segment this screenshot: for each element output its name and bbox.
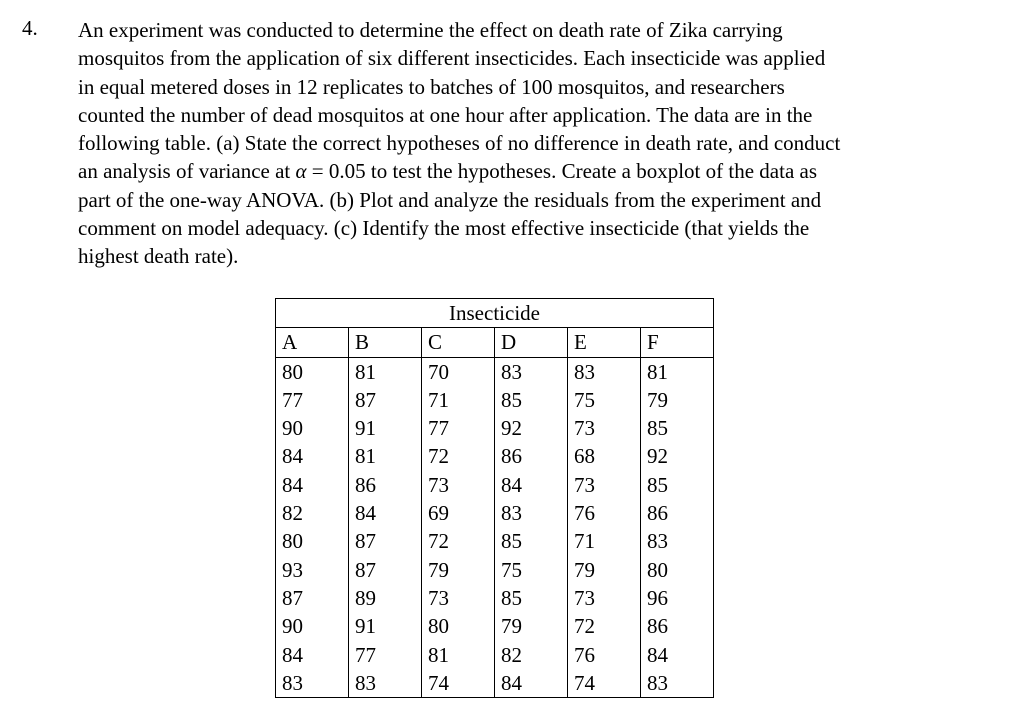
- table-cell: 90: [276, 612, 349, 640]
- table-cell: 84: [349, 499, 422, 527]
- table-cell: 68: [568, 442, 641, 470]
- table-cell: 80: [422, 612, 495, 640]
- table-cell: 84: [495, 471, 568, 499]
- table-cell: 74: [422, 669, 495, 698]
- column-header: A: [276, 328, 349, 357]
- table-cell: 89: [349, 584, 422, 612]
- table-cell: 80: [641, 556, 714, 584]
- table-row: [276, 612, 714, 640]
- table-cell: 81: [349, 357, 422, 386]
- table-cell: 87: [276, 584, 349, 612]
- table-cell: 92: [641, 442, 714, 470]
- column-header: B: [349, 328, 422, 357]
- table-cell: 72: [568, 612, 641, 640]
- table-cell: 73: [568, 471, 641, 499]
- table-cell: 69: [422, 499, 495, 527]
- table-cell: 86: [349, 471, 422, 499]
- table-cell: 70: [422, 357, 495, 386]
- table-cell: 83: [641, 527, 714, 555]
- statement-line: following table. (a) State the correct hypotheses of no difference in death rate, and conduct: [78, 131, 841, 156]
- statement-line: highest death rate).: [78, 244, 239, 269]
- column-header: D: [495, 328, 568, 357]
- table-row: [276, 386, 714, 414]
- table-cell: 84: [641, 641, 714, 669]
- table-cell: 87: [349, 527, 422, 555]
- table-cell: 81: [349, 442, 422, 470]
- table-cell: 83: [276, 669, 349, 698]
- table-cell: 77: [349, 641, 422, 669]
- table-row: [276, 669, 714, 698]
- table-row: [276, 442, 714, 470]
- column-header: E: [568, 328, 641, 357]
- table-cell: 86: [641, 499, 714, 527]
- table-cell: 83: [495, 499, 568, 527]
- table-cell: 84: [276, 442, 349, 470]
- statement-line: mosquitos from the application of six different insecticides. Each insecticide was applied: [78, 46, 826, 71]
- statement-line: [78, 157, 1008, 185]
- table-row: [276, 556, 714, 584]
- table-row: [276, 641, 714, 669]
- statement-line: in equal metered doses in 12 replicates to batches of 100 mosquitos, and researchers: [78, 74, 785, 99]
- table-cell: 82: [276, 499, 349, 527]
- table-cell: 82: [495, 641, 568, 669]
- column-header: F: [641, 328, 714, 357]
- table-cell: 85: [641, 414, 714, 442]
- table-title: Insecticide: [276, 299, 714, 328]
- table-cell: 80: [276, 357, 349, 386]
- table-cell: 80: [276, 527, 349, 555]
- table-cell: 72: [422, 442, 495, 470]
- table-cell: 83: [568, 357, 641, 386]
- statement-line: part of the one-way ANOVA. (b) Plot and analyze the residuals from the experiment and: [78, 187, 822, 212]
- table-cell: 71: [422, 386, 495, 414]
- table-cell: 73: [422, 471, 495, 499]
- table-cell: 86: [495, 442, 568, 470]
- table-cell: 84: [276, 641, 349, 669]
- table-cell: 73: [568, 584, 641, 612]
- table-cell: 84: [495, 669, 568, 698]
- table-cell: 91: [349, 414, 422, 442]
- table-cell: 96: [641, 584, 714, 612]
- text: = 0.05 to test the hypotheses. Create a boxplot of the data as: [306, 159, 818, 184]
- table-cell: 73: [568, 414, 641, 442]
- table-cell: 83: [495, 357, 568, 386]
- table-cell: 77: [276, 386, 349, 414]
- table-row: [276, 357, 714, 386]
- table-cell: 85: [641, 471, 714, 499]
- table-row: [276, 499, 714, 527]
- insecticide-data-table: [275, 298, 714, 698]
- statement-line: comment on model adequacy. (c) Identify the most effective insecticide (that yields the: [78, 216, 810, 241]
- table-cell: 75: [495, 556, 568, 584]
- table-row: [276, 527, 714, 555]
- table-cell: 74: [568, 669, 641, 698]
- table-cell: 81: [641, 357, 714, 386]
- table-cell: 90: [276, 414, 349, 442]
- statement-line: An experiment was conducted to determine the effect on death rate of Zika carrying: [78, 18, 783, 42]
- table-cell: 84: [276, 471, 349, 499]
- table-cell: 76: [568, 499, 641, 527]
- table-cell: 87: [349, 386, 422, 414]
- table-cell: 75: [568, 386, 641, 414]
- table-cell: 77: [422, 414, 495, 442]
- table-row: [276, 584, 714, 612]
- table-cell: 92: [495, 414, 568, 442]
- table-cell: 79: [422, 556, 495, 584]
- column-header: C: [422, 328, 495, 357]
- table-cell: 76: [568, 641, 641, 669]
- text: an analysis of variance at: [78, 159, 296, 184]
- problem-number: 4.: [22, 16, 38, 40]
- table-cell: 79: [568, 556, 641, 584]
- table-cell: 71: [568, 527, 641, 555]
- table-cell: 93: [276, 556, 349, 584]
- table-cell: 91: [349, 612, 422, 640]
- table-cell: 83: [641, 669, 714, 698]
- table-cell: 85: [495, 386, 568, 414]
- table-cell: 72: [422, 527, 495, 555]
- table-row: [276, 471, 714, 499]
- table-cell: 73: [422, 584, 495, 612]
- table-cell: 85: [495, 527, 568, 555]
- table-cell: 81: [422, 641, 495, 669]
- statement-line: counted the number of dead mosquitos at one hour after application. The data are in the: [78, 102, 813, 127]
- alpha-symbol: α: [295, 159, 307, 184]
- table-cell: 87: [349, 556, 422, 584]
- table-cell: 85: [495, 584, 568, 612]
- table-row: [276, 414, 714, 442]
- table-cell: 83: [349, 669, 422, 698]
- problem-statement: [78, 16, 1008, 271]
- table-cell: 79: [641, 386, 714, 414]
- table-cell: 79: [495, 612, 568, 640]
- table-cell: 86: [641, 612, 714, 640]
